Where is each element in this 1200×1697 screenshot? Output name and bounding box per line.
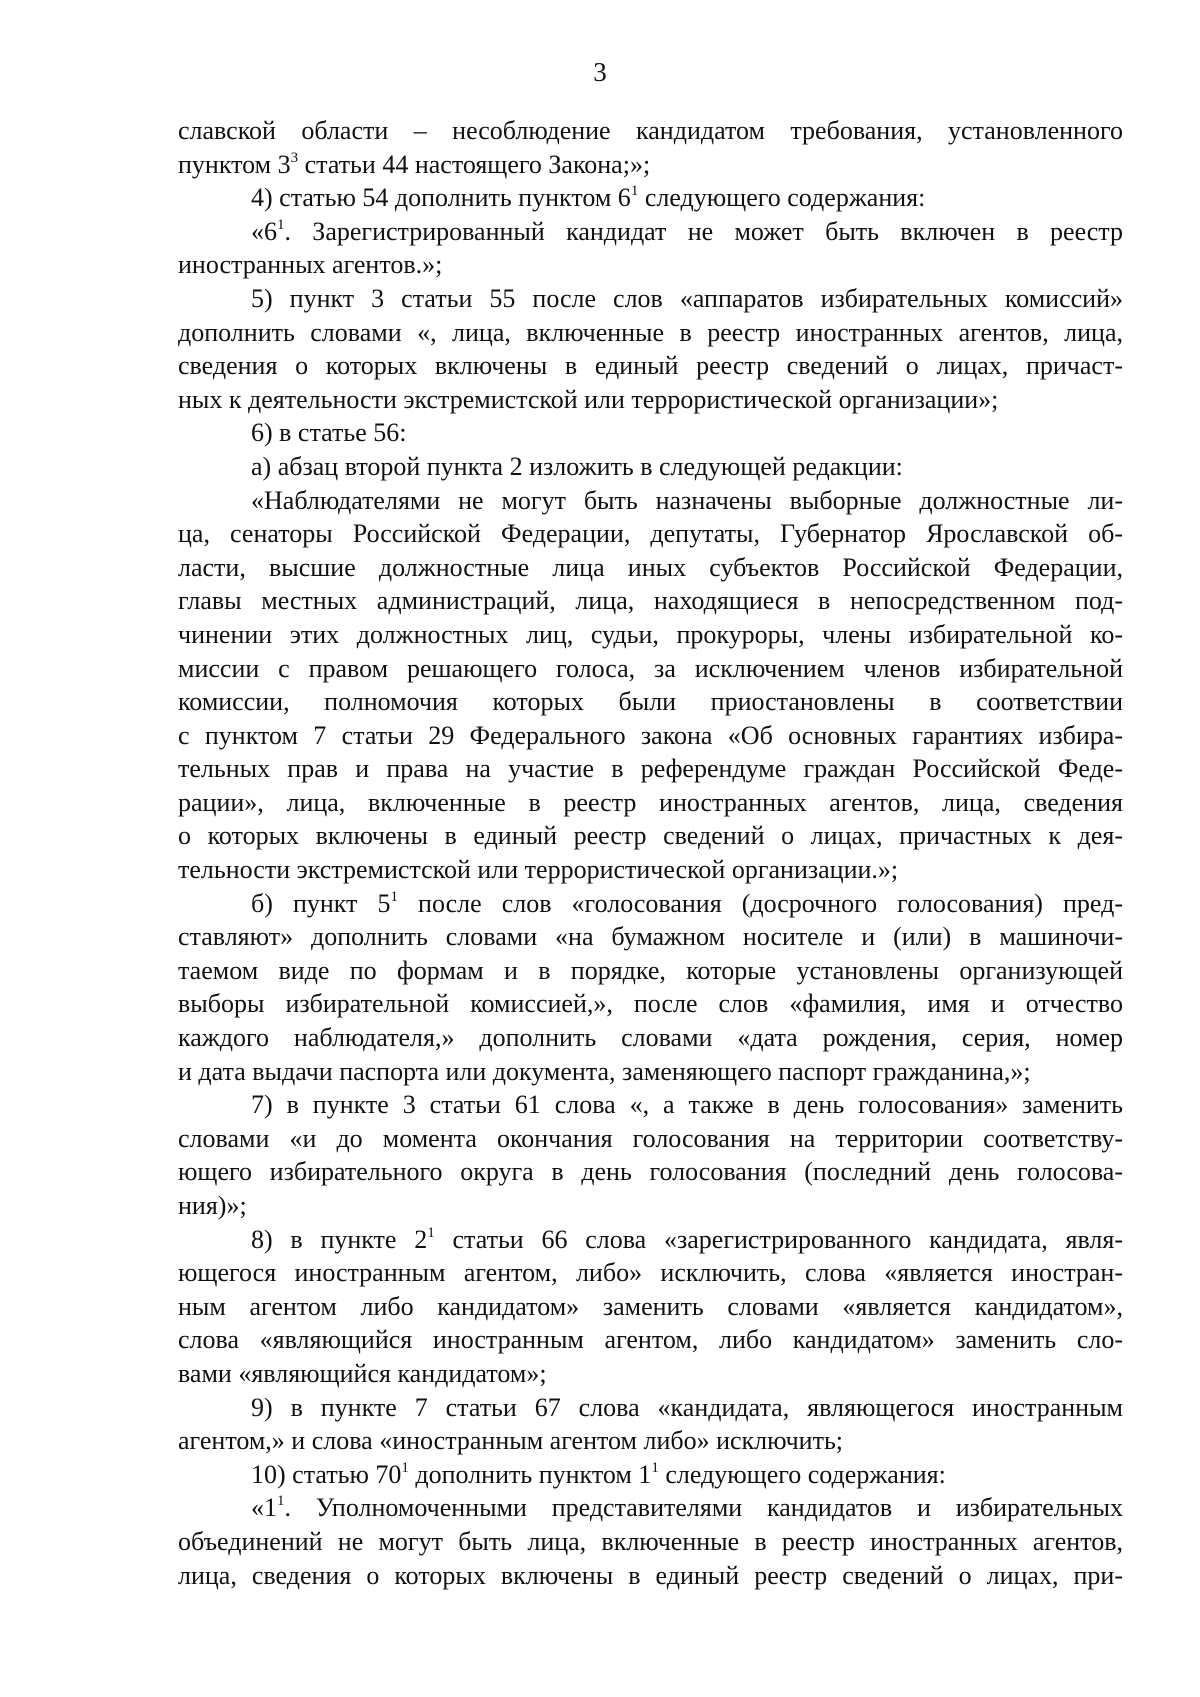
text-segment: иностранных агентов.»; xyxy=(178,250,443,280)
text-line xyxy=(178,1189,1123,1223)
text-line xyxy=(178,987,1123,1021)
text-segment: вами «являющийся кандидатом»; xyxy=(178,1358,547,1388)
text-segment: 5) пункт 3 статьи 55 после слов «аппаратов избирательных комиссий» xyxy=(251,283,1123,313)
text-line xyxy=(178,551,1123,585)
text-segment: и дата выдачи паспорта или документа, заменяющего паспорт гражданина,»; xyxy=(178,1056,1031,1086)
text-line xyxy=(178,1122,1123,1156)
text-segment: б) пункт 5 xyxy=(251,888,391,918)
text-segment: рации», лица, включенные в реестр иностранных агентов, лица, сведения xyxy=(178,787,1123,817)
text-segment: комиссии, полномочия которых были приостановлены в соответствии xyxy=(178,687,1123,717)
text-segment: ных к деятельности экстремистской или террористической организации»; xyxy=(178,384,999,414)
text-line xyxy=(178,1021,1123,1055)
text-segment: статьи 66 слова «зарегистрированного кандидата, явля- xyxy=(434,1224,1123,1254)
text-segment: главы местных администраций, лица, находящиеся в непосредственном под- xyxy=(178,586,1123,616)
text-segment: каждого наблюдателя,» дополнить словами «дата рождения, серия, номер xyxy=(178,1023,1123,1053)
text-segment: ния)»; xyxy=(178,1191,247,1220)
text-segment: пунктом 3 xyxy=(178,149,291,179)
text-segment: с пунктом 7 статьи 29 Федерального закона «Об основных гарантиях избира- xyxy=(178,720,1123,750)
text-line xyxy=(178,685,1123,719)
text-segment: славской области – несоблюдение кандидатом требования, установленного xyxy=(178,116,1123,145)
text-line xyxy=(178,1458,1123,1492)
text-segment: 8) в пункте 2 xyxy=(251,1224,428,1254)
text-segment: . Уполномоченными представителями кандидатов и избирательных xyxy=(284,1493,1123,1523)
text-line xyxy=(178,1424,1123,1458)
text-segment: статьи 44 настоящего Закона;»; xyxy=(298,149,651,179)
superscript: 3 xyxy=(290,149,299,166)
text-line xyxy=(178,282,1123,316)
text-segment: о которых включены в единый реестр сведений о лицах, причастных к дея- xyxy=(178,821,1123,851)
superscript: 1 xyxy=(277,216,285,233)
text-segment: «1 xyxy=(251,1493,277,1523)
text-segment: «6 xyxy=(251,216,277,246)
text-segment: ным агентом либо кандидатом» заменить словами «является кандидатом», xyxy=(178,1291,1123,1321)
text-line xyxy=(178,114,1123,148)
text-segment: ющегося иностранным агентом, либо» исключить, слова «является иностран- xyxy=(178,1258,1123,1288)
text-line xyxy=(178,719,1123,753)
text-segment: миссии с правом решающего голоса, за исключением членов избирательной xyxy=(178,653,1123,683)
superscript: 1 xyxy=(651,1459,659,1476)
text-segment: дополнить пунктом 1 xyxy=(408,1459,652,1489)
text-segment: лица, сведения о которых включены в единый реестр сведений о лицах, при- xyxy=(178,1560,1123,1590)
text-line xyxy=(178,584,1123,618)
superscript: 1 xyxy=(277,1493,285,1510)
text-line xyxy=(178,1559,1123,1593)
text-line xyxy=(178,416,1123,450)
text-segment: выборы избирательной комиссией,», после слов «фамилия, имя и отчество xyxy=(178,989,1123,1019)
text-line xyxy=(178,349,1123,383)
text-line xyxy=(178,248,1123,282)
text-line xyxy=(178,484,1123,518)
text-line xyxy=(178,316,1123,350)
text-segment: объединений не могут быть лица, включенные в реестр иностранных агентов, xyxy=(178,1526,1123,1556)
text-line xyxy=(178,517,1123,551)
page-number: 3 xyxy=(593,57,607,87)
text-line xyxy=(178,618,1123,652)
text-segment: следующего содержания: xyxy=(638,183,926,213)
text-segment: слова «являющийся иностранным агентом, либо кандидатом» заменить сло- xyxy=(178,1325,1123,1355)
text-segment: таемом виде по формам и в порядке, которые установлены организующей xyxy=(178,955,1123,985)
text-line xyxy=(178,752,1123,786)
text-segment: 9) в пункте 7 статьи 67 слова «кандидата, являющегося иностранным xyxy=(251,1392,1123,1422)
text-line xyxy=(178,954,1123,988)
text-segment: ставляют» дополнить словами «на бумажном носителе и (или) в машиночи- xyxy=(178,922,1123,952)
text-segment: сведения о которых включены в единый реестр сведений о лицах, причаст- xyxy=(178,351,1123,381)
superscript: 1 xyxy=(390,888,398,905)
text-segment: чинении этих должностных лиц, судьи, прокуроры, члены избирательной ко- xyxy=(178,619,1123,649)
text-line xyxy=(178,1155,1123,1189)
text-line xyxy=(178,1088,1123,1122)
text-line xyxy=(178,853,1123,887)
text-segment: 7) в пункте 3 статьи 61 слова «, а также в день голосования» заменить xyxy=(251,1090,1123,1120)
superscript: 1 xyxy=(427,1224,435,1241)
text-segment: после слов «голосования (досрочного голосования) пред- xyxy=(397,888,1123,918)
text-segment: ца, сенаторы Российской Федерации, депутаты, Губернатор Ярославской об- xyxy=(178,519,1123,549)
text-segment: агентом,» и слова «иностранным агентом либо» исключить; xyxy=(178,1426,844,1456)
text-segment: следующего содержания: xyxy=(658,1459,946,1489)
text-line xyxy=(178,1323,1123,1357)
text-segment: дополнить словами «, лица, включенные в реестр иностранных агентов, лица, xyxy=(178,317,1123,347)
text-segment: ющего избирательного округа в день голосования (последний день голосова- xyxy=(178,1157,1123,1187)
text-line xyxy=(178,450,1123,484)
text-line xyxy=(178,215,1123,249)
text-line xyxy=(178,1256,1123,1290)
text-line xyxy=(178,1525,1123,1559)
text-segment: «Наблюдателями не могут быть назначены выборные должностные ли- xyxy=(251,485,1123,515)
document-body xyxy=(178,114,1123,1592)
text-line xyxy=(178,148,1123,182)
superscript: 1 xyxy=(630,183,639,200)
text-segment: 6) в статье 56: xyxy=(251,418,407,448)
text-line xyxy=(178,819,1123,853)
text-segment: словами «и до момента окончания голосования на территории соответству- xyxy=(178,1123,1123,1153)
text-segment: 10) статью 70 xyxy=(251,1459,402,1489)
text-line xyxy=(178,1223,1123,1257)
superscript: 1 xyxy=(401,1459,409,1476)
text-line xyxy=(178,181,1123,215)
text-segment: тельности экстремистской или террористической организации.»; xyxy=(178,855,899,885)
text-line xyxy=(178,383,1123,417)
text-line xyxy=(178,652,1123,686)
text-line xyxy=(178,887,1123,921)
text-line xyxy=(178,1055,1123,1089)
text-line xyxy=(178,1290,1123,1324)
text-line xyxy=(178,1357,1123,1391)
text-segment: . Зарегистрированный кандидат не может быть включен в реестр xyxy=(284,216,1123,246)
text-line xyxy=(178,786,1123,820)
text-line xyxy=(178,1491,1123,1525)
text-line xyxy=(178,1391,1123,1425)
text-segment: 4) статью 54 дополнить пунктом 6 xyxy=(251,183,631,213)
text-line xyxy=(178,920,1123,954)
text-segment: тельных прав и права на участие в референдуме граждан Российской Феде- xyxy=(178,754,1123,784)
text-segment: ласти, высшие должностные лица иных субъектов Российской Федерации, xyxy=(178,552,1123,582)
text-segment: а) абзац второй пункта 2 изложить в следующей редакции: xyxy=(251,451,903,481)
